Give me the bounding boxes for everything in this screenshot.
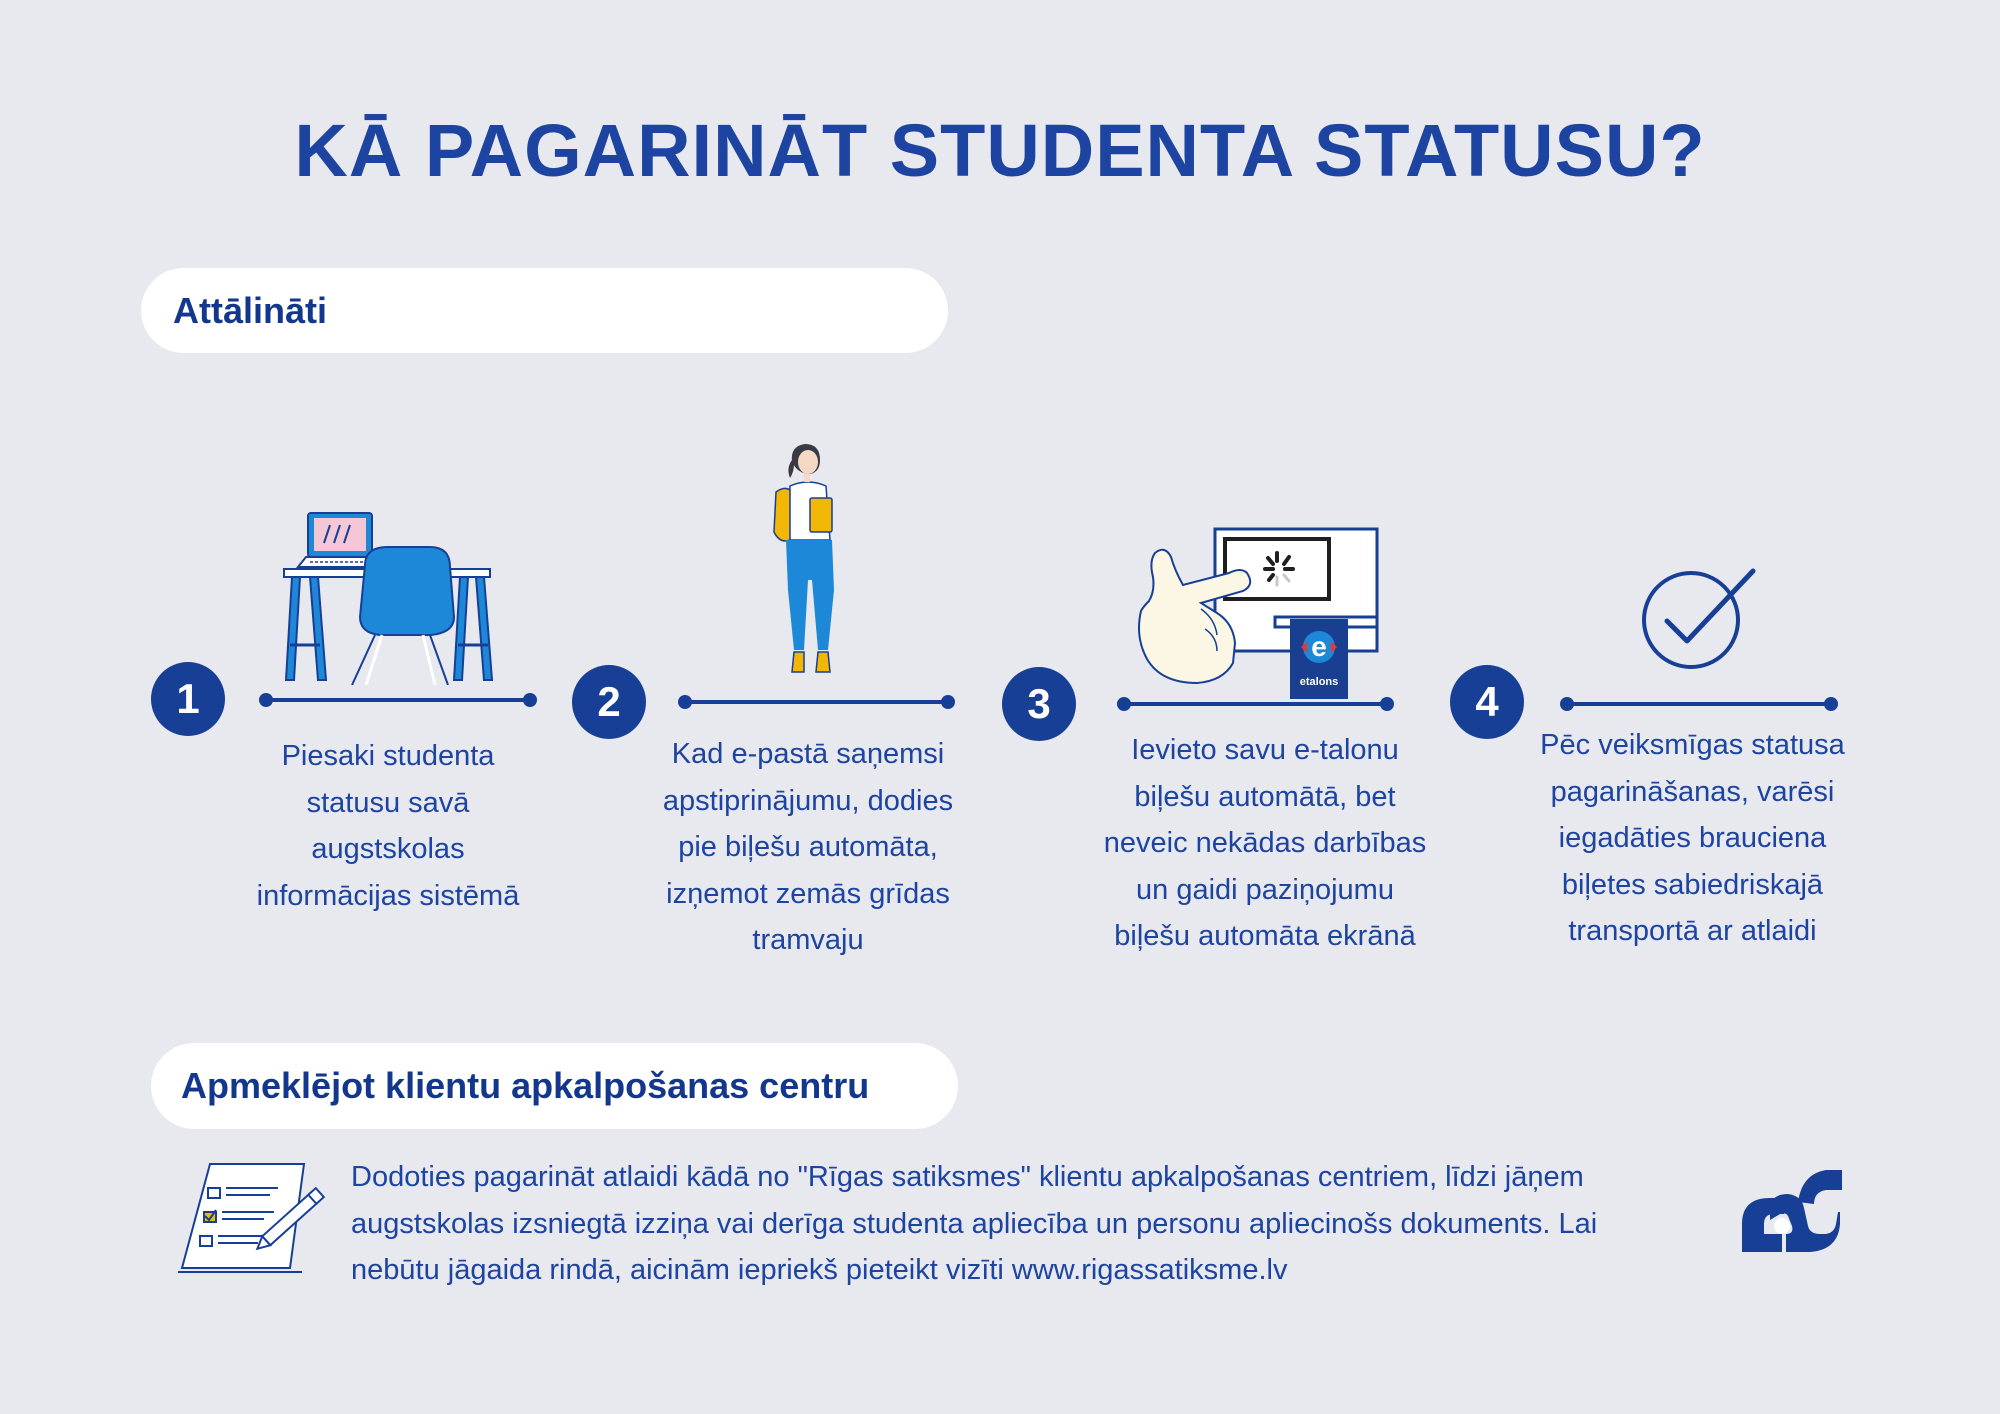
ticket-machine-hand-icon [1125,525,1385,705]
checkmark-circle-icon [1635,565,1760,675]
step-1-badge: 1 [151,662,225,736]
step-3-text: Ievieto savu e-talonu biļešu automātā, bet neveic nekādas darbības un gaidi paziņojumu biļešu automāta ekrānā [1103,734,1427,952]
section-in-person-pill [151,1043,958,1129]
step-3-badge: 3 [1002,667,1076,741]
section-remote-label: Attālināti [173,289,328,331]
checklist-document-icon [178,1162,338,1274]
etalons-card-label: etalons [1299,676,1339,688]
step-1-text: Piesaki studenta statusu savā augstskolas informācijas sistēmā [256,740,520,912]
step-2-text: Kad e-pastā saņemsi apstiprinājumu, dodies pie biļešu automāta, izņemot zemās grīdas tramvaju [662,738,954,956]
section-remote-pill [141,268,948,353]
center-paragraph: Dodoties pagarināt atlaidi kādā no "Rīgas satiksmes" klientu apkalpošanas centriem, līdzi jāņem augstskolas izsniegtā izziņa vai derīga studenta apliecība un personu apliecinošs dokuments. Lai nebūtu jāgaida rindā, aicinām iepriekš pieteikt vizīti www.rigassatiksme.lv [351,1161,1598,1286]
step-4-line [1567,702,1831,706]
step-3-line [1124,702,1387,706]
desk-laptop-icon [280,505,500,685]
step-2-badge: 2 [572,665,646,739]
page-title: KĀ PAGARINĀT STUDENTA STATUSU? [294,109,1706,192]
step-2-line [685,700,948,704]
section-in-person-label: Apmeklējot klientu apkalpošanas centru [181,1065,870,1106]
step-4-text: Pēc veiksmīgas statusa pagarināšanas, varēsi iegadāties brauciena biļetes sabiedriskajā transportā ar atlaidi [1540,729,1845,947]
step-4-badge: 4 [1450,665,1524,739]
step-1-line [266,698,530,702]
rigas-satiksme-logo-icon [1740,1168,1842,1252]
student-with-books-icon [760,440,860,695]
etalons-letter-icon: e [1311,631,1327,662]
